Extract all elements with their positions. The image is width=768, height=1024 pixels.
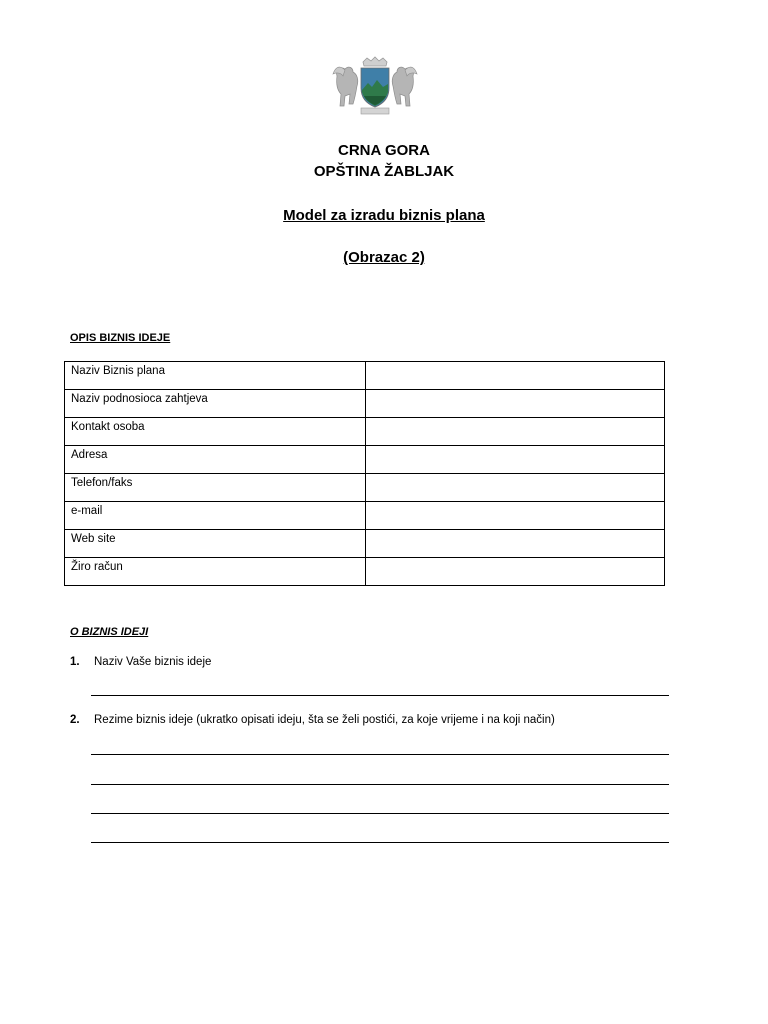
table-row <box>65 418 665 446</box>
row-value-field[interactable] <box>366 390 665 418</box>
question-text: Rezime biznis ideje (ukratko opisati ideju, šta se želi postići, za koje vrijeme i na koji način) <box>94 714 555 726</box>
municipality-title: OPŠTINA ŽABLJAK <box>313 163 455 180</box>
row-label: Web site <box>65 530 366 558</box>
row-value-field[interactable] <box>366 474 665 502</box>
question-number: 2. <box>70 714 80 726</box>
answer-line[interactable] <box>91 754 669 755</box>
table-row <box>65 390 665 418</box>
row-value-field[interactable] <box>366 446 665 474</box>
document-title: Model za izradu biznis plana <box>283 207 485 224</box>
row-value-field[interactable] <box>366 558 665 586</box>
row-label: Kontakt osoba <box>65 418 366 446</box>
form-number: (Obrazac 2) <box>343 249 425 266</box>
row-value-field[interactable] <box>366 362 665 390</box>
answer-line[interactable] <box>91 813 669 814</box>
answer-line[interactable] <box>91 842 669 843</box>
row-value-field[interactable] <box>366 502 665 530</box>
answer-line[interactable] <box>91 784 669 785</box>
row-value-field[interactable] <box>366 418 665 446</box>
row-value-field[interactable] <box>366 530 665 558</box>
business-info-table <box>64 361 665 586</box>
section-heading-o-biznis-ideji: O BIZNIS IDEJI <box>70 626 149 638</box>
row-label: Adresa <box>65 446 366 474</box>
row-label: Telefon/faks <box>65 474 366 502</box>
table-row <box>65 362 665 390</box>
table-row <box>65 558 665 586</box>
row-label: Naziv podnosioca zahtjeva <box>65 390 366 418</box>
table-row <box>65 530 665 558</box>
section-heading-opis: OPIS BIZNIS IDEJE <box>70 332 171 344</box>
question-number: 1. <box>70 656 80 668</box>
country-title: CRNA GORA <box>338 142 430 159</box>
row-label: Žiro račun <box>65 558 366 586</box>
coat-of-arms-icon <box>331 56 419 118</box>
row-label: e-mail <box>65 502 366 530</box>
question-text: Naziv Vaše biznis ideje <box>94 656 212 668</box>
row-label: Naziv Biznis plana <box>65 362 366 390</box>
table-row <box>65 502 665 530</box>
table-row <box>65 474 665 502</box>
table-row <box>65 446 665 474</box>
answer-line[interactable] <box>91 695 669 696</box>
